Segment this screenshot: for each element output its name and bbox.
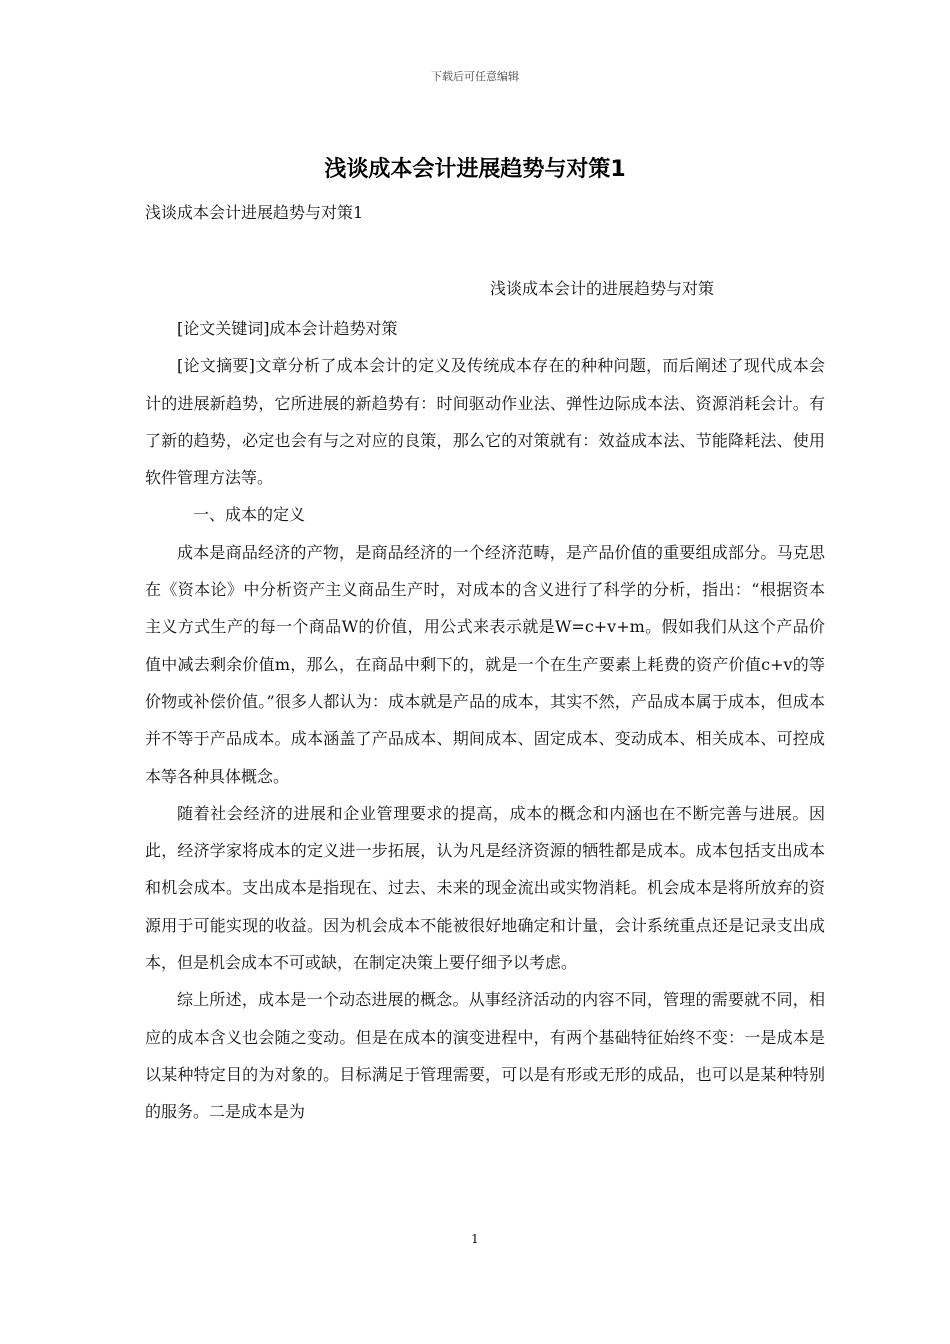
body-paragraph: 成本是商品经济的产物，是商品经济的一个经济范畴，是产品价值的重要组成部分。马克思在《资本论》中分析资产主义商品生产时，对成本的含义进行了科学的分析，指出：“根据资本主义方式生产的每一个商品W的价值，用公式来表示就是W=c+v+m。假如我们从这个产品价值中减去剩余价值m，那么，在商品中剩下的，就是一个在生产要素上耗费的资产价值c+v的等价物或补偿价值。”很多人都认为：成本就是产品的成本，其实不然，产品成本属于成本，但成本并不等于产品成本。成本涵盖了产品成本、期间成本、固定成本、变动成本、相关成本、可控成本等各种具体概念。 bbox=[145, 542, 825, 786]
section-heading: 一、成本的定义 bbox=[193, 505, 306, 525]
keywords-paragraph: [论文关键词]成本会计趋势对策 bbox=[177, 319, 398, 338]
subtitle: 浅谈成本会计进展趋势与对策1 bbox=[145, 203, 364, 222]
document-body bbox=[145, 310, 825, 1131]
header-note: 下载后可任意编辑 bbox=[431, 70, 519, 83]
abstract-paragraph: [论文摘要]文章分析了成本会计的定义及传统成本存在的种种问题，而后阐述了现代成本会计的进展新趋势，它所进展的新趋势有：时间驱动作业法、弹性边际成本法、资源消耗会计。有了新的趋势，必定也会有与之对应的良策，那么它的对策就有：效益成本法、节能降耗法、使用软件管理方法等。 bbox=[145, 356, 825, 488]
body-paragraph: 随着社会经济的进展和企业管理要求的提高，成本的概念和内涵也在不断完善与进展。因此，经济学家将成本的定义进一步拓展，认为凡是经济资源的牺牲都是成本。成本包括支出成本和机会成本。支出成本是指现在、过去、未来的现金流出或实物消耗。机会成本是将所放弃的资源用于可能实现的收益。因为机会成本不能被很好地确定和计量，会计系统重点还是记录支出成本，但是机会成本不可或缺，在制定决策上要仔细予以考虑。 bbox=[145, 803, 825, 973]
page-title: 浅谈成本会计进展趋势与对策1 bbox=[324, 157, 626, 182]
body-paragraph: 综上所述，成本是一个动态进展的概念。从事经济活动的内容不同，管理的需要就不同，相应的成本含义也会随之变动。但是在成本的演变进程中，有两个基础特征始终不变：一是成本是以某种特定目的为对象的。目标满足于管理需要，可以是有形或无形的成品，也可以是某种特别的服务。二是成本是为 bbox=[145, 990, 825, 1122]
article-heading: 浅谈成本会计的进展趋势与对策 bbox=[490, 279, 715, 298]
page-number: 1 bbox=[471, 1232, 479, 1246]
